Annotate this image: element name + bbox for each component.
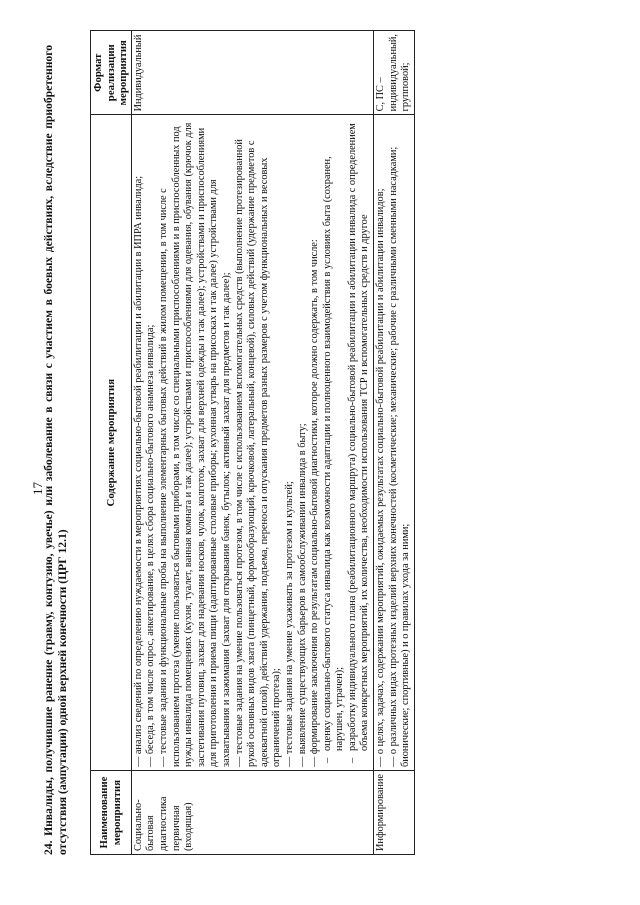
content-item: — тестовые задания на умение пользоваться протезом, в том числе с использованием вспомогательных средств (выполнение протезированной рукой основных видов хвата (пинцетный, формообразующий, крючковой, латеральный, концевой), силовых действий (удержание предметов с адекватной силой), действий удержания, подъема, переноса и опускания предметов разных размеров с учетом функциональных и весовых ограничений протеза);	[233, 139, 283, 768]
header-name: Наименование мероприятия	[91, 771, 132, 855]
content-item: — анализ сведений по определению нуждаемости в мероприятиях социально-бытовой реабилитации и абилитации в ИПРА инвалида;	[132, 175, 144, 768]
content-item: — о различных видах протезных изделий верхних конечностей (косметические; механические; рабочие с различными сменными насадками; бионические; спортивные) и о правилах ухода за ними;	[387, 146, 412, 768]
content-item: — беседа, в том числе опрос, анкетирование, в целях сбора социально-бытового анамнеза инвалида;	[145, 324, 157, 768]
table-header-row	[91, 31, 132, 855]
row-format: Индивидуальный	[131, 31, 373, 115]
header-format: Формат реализации мероприятия	[91, 31, 132, 115]
row-format: С, ПС – индивидуальный, групповой;	[374, 31, 415, 115]
content-item: — тестовые задания и функциональные пробы на выполнение элементарных бытовых действий в жилом помещении, в том числе с использованием протеза (умение пользоваться бытовыми приборами, в том числе со специальными приспособлениями и в приспособленных под нужды инвалида помещениях (кухня, туалет, ванная комната и так далее); устройствами и приспособлениями для одевания, обувания (крючок для застегивания пуговиц, захват для надевания носков, чулок, колготок, захват для верхней одежды и так далее); устройствами и приспособлениями для приготовления и приема пищи (адаптированные столовые приборы; кухонная утварь на присосках и так далее) устройствами для захватывания и зажимания (захват для открывания банок, бутылок; активный захват для предметов и так далее);	[157, 122, 232, 768]
row-name: Информирование	[374, 771, 415, 855]
section-heading: 24. Инвалиды, получившие ранение (травму, контузию, увечье) или заболевание в связи с участием в боевых действиях, вследствие приобретенного отсутствия (ампутации) одной верхней конечности (ЦРГ 12.1)	[42, 45, 69, 855]
page-number: 17	[30, 482, 45, 495]
content-item: — о целях, задачах, содержании мероприятий, ожидаемых результатах социально-бытовой реабилитации и абилитации инвалидов;	[375, 188, 387, 768]
conclusion-sublist	[322, 118, 372, 767]
content-item: — тестовые задания на умение ухаживать за протезом и культей;	[283, 481, 295, 768]
row-content	[374, 115, 415, 771]
table-row	[131, 31, 373, 855]
content-item: — формирование заключения по результатам социально-бытовой диагностики, которое должно содержать, в том числе:	[309, 239, 321, 768]
content-item: — выявление существующих барьеров в самообслуживании инвалида в быту;	[296, 423, 308, 768]
header-content: Содержание мероприятия	[91, 115, 132, 771]
row-name: Социально-бытовая диагностика первичная (входящая)	[131, 771, 373, 855]
table-row	[374, 31, 415, 855]
sublist-item: – разработку индивидуального плана (реабилитационного маршрута) социально-бытовой реабилитации и абилитации инвалида с определением объема конкретных мероприятий, их количества, необходимости использования ТСР и вспомогательных средств и другое	[347, 118, 372, 751]
measures-table	[90, 30, 415, 855]
row-content	[131, 115, 373, 771]
sublist-item: – оценку социально-бытового статуса инвалида как возможности адаптации и полноценного взаимодействия в условиях быта (сохранен, нарушен, утрачен);	[322, 118, 347, 751]
